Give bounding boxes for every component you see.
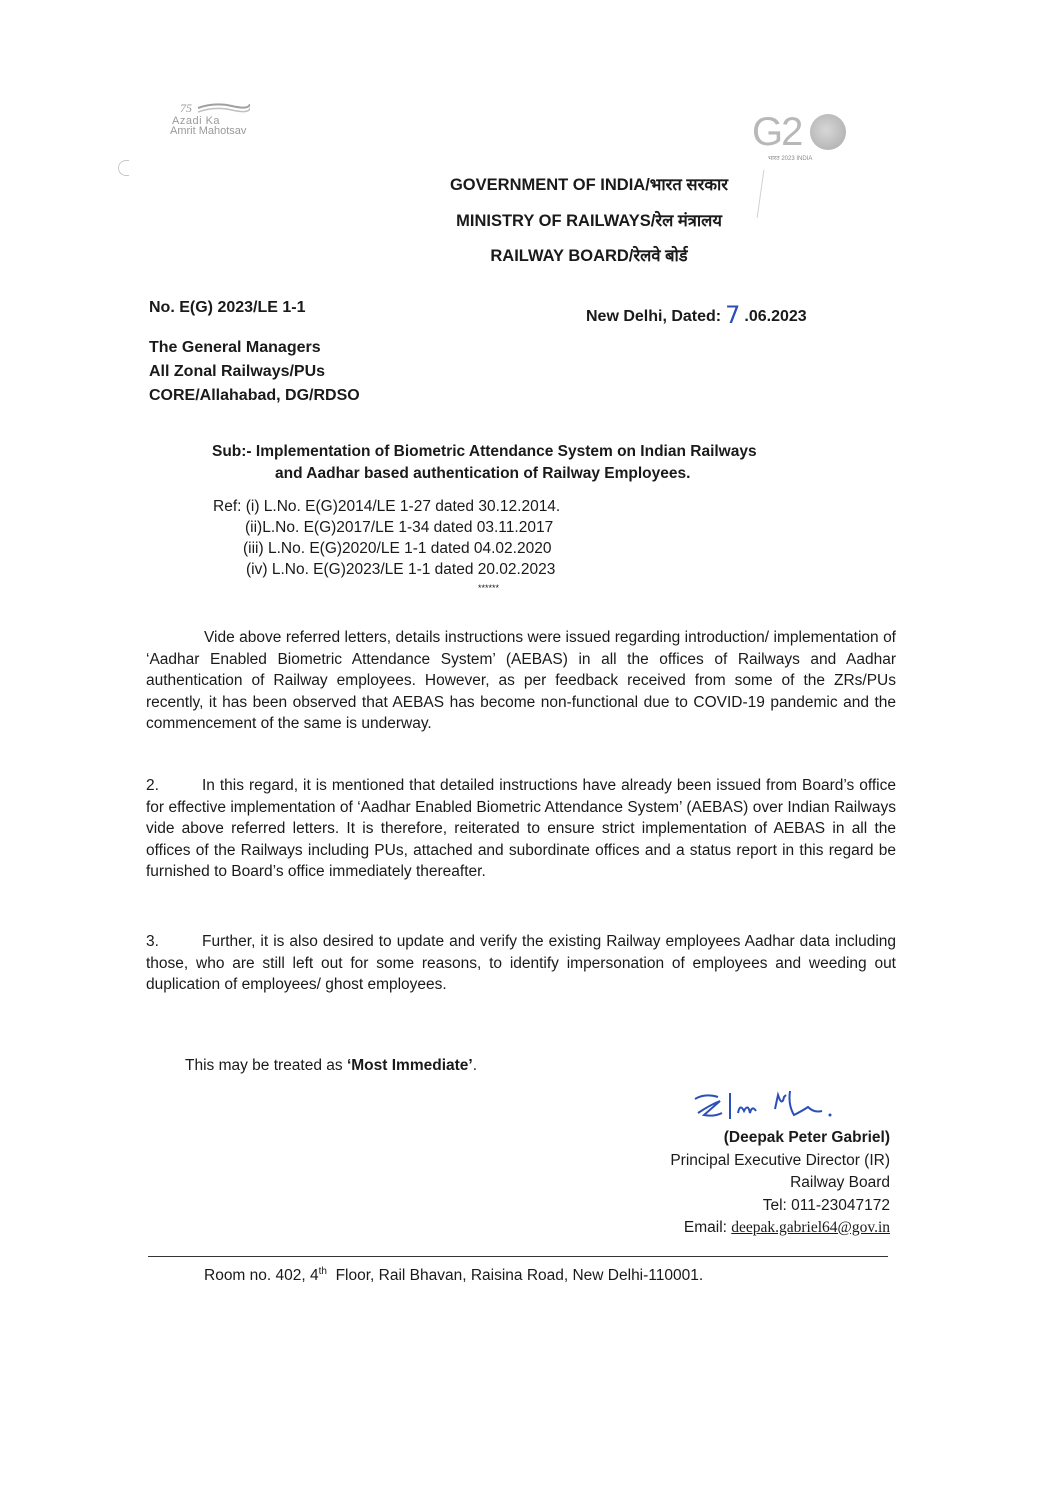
subject (212, 441, 912, 485)
paragraph-number: 3. (146, 933, 159, 950)
azadi-ka-amrit-mahotsav-logo (170, 100, 280, 140)
logo-flag-mark-icon (180, 100, 250, 116)
paragraph-text: Further, it is also desired to update and verify the existing Railway employees Aadhar data including those, who are still left out for some reasons, to identify impersonation of employees and weeding out duplication of employees/ ghost employees. (146, 933, 896, 993)
separator-stars: ****** (478, 583, 500, 593)
priority-note (185, 1057, 477, 1075)
footer-address (204, 1266, 703, 1285)
header-ministry: MINISTRY OF RAILWAYS/रेल मंत्रालय (456, 212, 722, 230)
addressee-line: All Zonal Railways/PUs (149, 363, 326, 380)
reference-item: Ref: (i) L.No. E(G)2014/LE 1-27 dated 30.12.2014. (213, 498, 561, 515)
email-link[interactable]: deepak.gabriel64@gov.in (731, 1219, 890, 1236)
handwritten-day: 7 (725, 301, 741, 329)
handwritten-signature-icon (690, 1085, 910, 1125)
reference-item: (ii)L.No. E(G)2017/LE 1-34 dated 03.11.2017 (245, 519, 554, 536)
letter-date (586, 299, 807, 327)
g20-logo (752, 110, 852, 170)
subject-line-2: and Aadhar based authentication of Railway Employees. (275, 465, 691, 482)
reference-item: (iv) L.No. E(G)2023/LE 1-1 dated 20.02.2023 (246, 561, 556, 578)
globe-icon (810, 114, 846, 150)
date-rest: .06.2023 (744, 308, 807, 325)
paragraph-text: In this regard, it is mentioned that detailed instructions have already been issued from Board’s office for effective implementation of ‘Aadhar Enabled Biometric Attendance System’ (AEBAS) over Indian Railways vide above referred letters. It is therefore, reiterated to ensure strict implementation of AEBAS in all the offices of the Railways including PUs, attached and subordinate offices and a status report in this regard be furnished to Board’s office immediately thereafter. (146, 777, 896, 880)
signatory-designation: Principal Executive Director (IR) (670, 1151, 890, 1169)
logo-line-2: Amrit Mahotsav (170, 125, 247, 137)
paragraph-3 (146, 931, 896, 996)
priority-prefix: This may be treated as (185, 1057, 347, 1074)
paragraph-1: Vide above referred letters, details instructions were issued regarding introduction/ implementation of ‘Aadhar Enabled Biometric Attendance System’ (AEBAS) in all the offices of Railways and Aadhar authentication of Railway employees. However, as per feedback received from some of the ZRs/PUs recently, it has been observed that AEBAS has become non-functional due to COVID-19 pandemic and the commencement of the same is underway. (146, 629, 896, 732)
references-list (213, 496, 560, 580)
priority-emphasis: ‘Most Immediate’ (346, 1057, 473, 1074)
signatory-block (600, 1127, 890, 1240)
g20-subtitle: भारत 2023 INDIA (768, 156, 813, 162)
reference-item: (iii) L.No. E(G)2020/LE 1-1 dated 04.02.2020 (243, 540, 552, 557)
svg-text:75: 75 (180, 101, 192, 115)
header-government: GOVERNMENT OF INDIA/भारत सरकार (449, 176, 729, 194)
priority-suffix: . (472, 1057, 478, 1074)
signatory-name: (Deepak Peter Gabriel) (723, 1129, 890, 1146)
footer-address-suffix: Floor, Rail Bhavan, Raisina Road, New Delhi-110001. (326, 1267, 704, 1285)
email-label: Email: (683, 1219, 732, 1236)
addressee-line: CORE/Allahabad, DG/RDSO (149, 387, 360, 404)
header-board (60, 243, 1058, 266)
logo-line-1: Azadi Ka (172, 115, 221, 127)
date-prefix: New Delhi, Dated: (586, 308, 722, 325)
addressee-line: The General Managers (149, 339, 321, 356)
g20-text: G2 (752, 110, 802, 154)
footer-address-sup: th (318, 1266, 327, 1277)
letter-reference-number: No. E(G) 2023/LE 1-1 (149, 299, 306, 316)
header-board-text: RAILWAY BOARD/रेलवे बोर्ड (490, 247, 688, 265)
paragraph-number: 2. (146, 777, 159, 794)
signatory-office: Railway Board (790, 1174, 890, 1191)
footer-address-prefix: Room no. 402, 4 (204, 1267, 319, 1285)
paragraph-2 (146, 775, 896, 883)
addressee-block (149, 336, 360, 408)
signatory-email-line (600, 1217, 890, 1240)
signatory-tel: Tel: 011-23047172 (762, 1196, 890, 1214)
subject-line-1: Sub:- Implementation of Biometric Attendance System on Indian Railways (212, 443, 757, 460)
footer-divider (148, 1256, 888, 1257)
